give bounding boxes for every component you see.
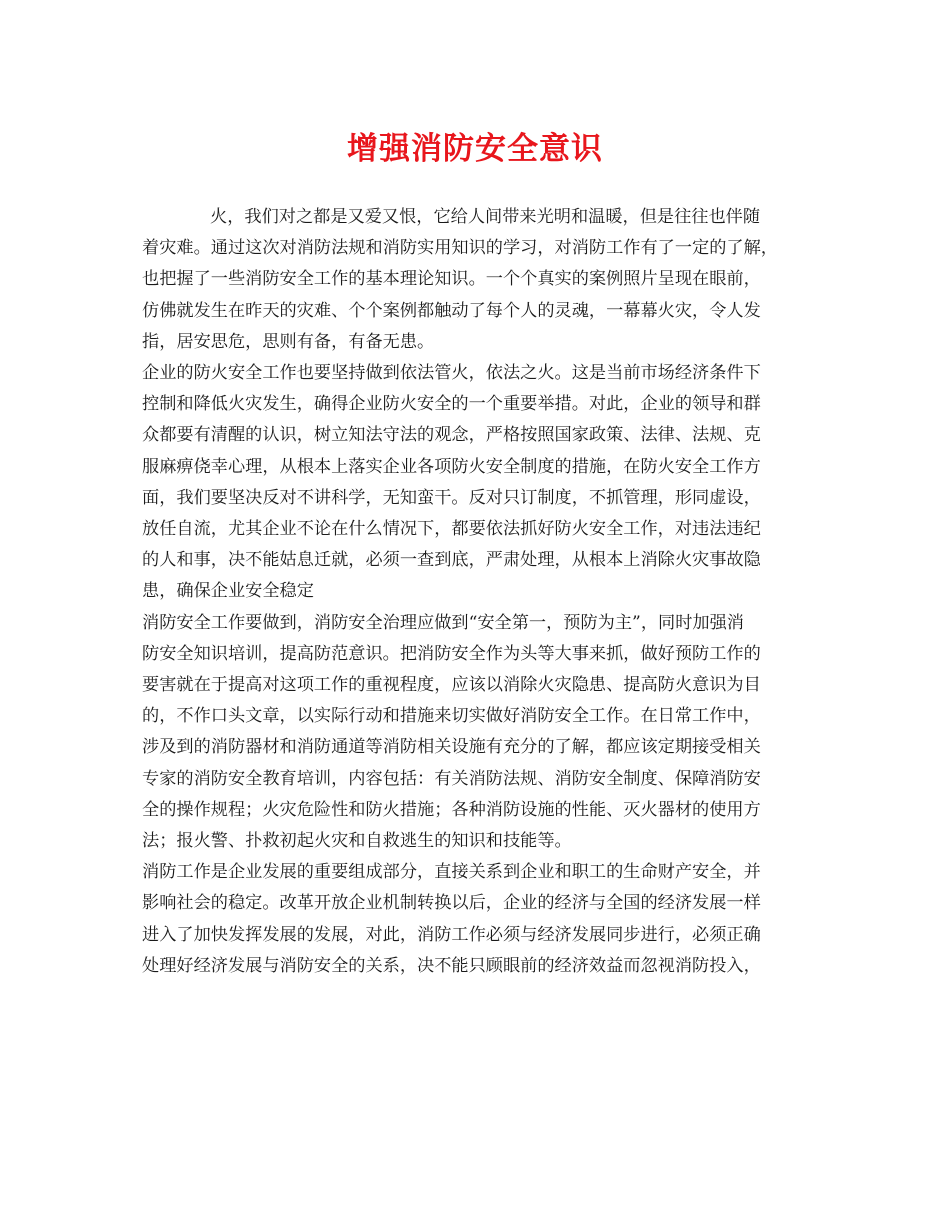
document-body [142, 202, 812, 982]
paragraph-line: 指，居安思危，思则有备，有备无患。 [142, 331, 435, 352]
paragraph-2 [142, 358, 812, 608]
paragraph-line: 进入了加快发挥发展的发展，对此，消防工作必须与经济发展同步进行，必须正确 [142, 924, 761, 945]
paragraph-line: 放任自流，尤其企业不论在什么情况下，都要依法抓好防火安全工作，对违法违纪 [142, 519, 761, 540]
paragraph-line: 仿佛就发生在昨天的灾难、个个案例都触动了每个人的灵魂，一幕幕火灾，令人发 [142, 300, 761, 321]
paragraph-line: 企业的防火安全工作也要坚持做到依法管火，依法之火。这是当前市场经济条件下 [142, 363, 761, 384]
paragraph-line: 患，确保企业安全稳定 [142, 581, 314, 602]
paragraph-line: 的人和事，决不能姑息迁就，必须一查到底，严肃处理，从根本上消除火灾事故隐 [142, 550, 761, 571]
paragraph-line: 众都要有清醒的认识，树立知法守法的观念，严格按照国家政策、法律、法规、克 [142, 425, 761, 446]
paragraph-line: 的，不作口头文章，以实际行动和措施来切实做好消防安全工作。在日常工作中， [142, 706, 761, 727]
paragraph-line: 影响社会的稳定。改革开放企业机制转换以后，企业的经济与全国的经济发展一样 [142, 893, 761, 914]
paragraph-4 [142, 857, 812, 982]
paragraph-line: 全的操作规程；火灾危险性和防火措施；各种消防设施的性能、灭火器材的使用方 [142, 799, 761, 820]
paragraph-line: 要害就在于提高对这项工作的重视程度，应该以消除火灾隐患、提高防火意识为目 [142, 675, 761, 696]
paragraph-line: 服麻痹侥幸心理，从根本上落实企业各项防火安全制度的措施，在防火安全工作方 [142, 456, 761, 477]
paragraph-1 [142, 202, 812, 358]
paragraph-line: 也把握了一些消防安全工作的基本理论知识。一个个真实的案例照片呈现在眼前， [142, 269, 761, 290]
document-title: 增强消防安全意识 [347, 131, 603, 167]
paragraph-3 [142, 608, 812, 858]
paragraph-line: 消防安全工作要做到，消防安全治理应做到“安全第一，预防为主”，同时加强消 [142, 612, 744, 633]
paragraph-line: 面，我们要坚决反对不讲科学，无知蛮干。反对只订制度，不抓管理，形同虚设， [142, 487, 761, 508]
paragraph-line: 着灾难。通过这次对消防法规和消防实用知识的学习，对消防工作有了一定的了解， [142, 238, 778, 259]
paragraph-line: 法；报火警、扑救初起火灾和自救逃生的知识和技能等。 [142, 831, 572, 852]
paragraph-line: 消防工作是企业发展的重要组成部分，直接关系到企业和职工的生命财产安全，并 [142, 862, 761, 883]
paragraph-line: 防安全知识培训，提高防范意识。把消防安全作为头等大事来抓，做好预防工作的 [142, 643, 761, 664]
paragraph-line: 专家的消防安全教育培训，内容包括：有关消防法规、消防安全制度、保障消防安 [142, 768, 761, 789]
paragraph-line: 控制和降低火灾发生，确得企业防火安全的一个重要举措。对此，企业的领导和群 [142, 394, 761, 415]
paragraph-line: 处理好经济发展与消防安全的关系，决不能只顾眼前的经济效益而忽视消防投入， [142, 955, 761, 976]
paragraph-line: 火，我们对之都是又爱又恨，它给人间带来光明和温暖，但是往往也伴随 [210, 207, 761, 227]
paragraph-line: 涉及到的消防器材和消防通道等消防相关设施有充分的了解，都应该定期接受相关 [142, 737, 761, 758]
